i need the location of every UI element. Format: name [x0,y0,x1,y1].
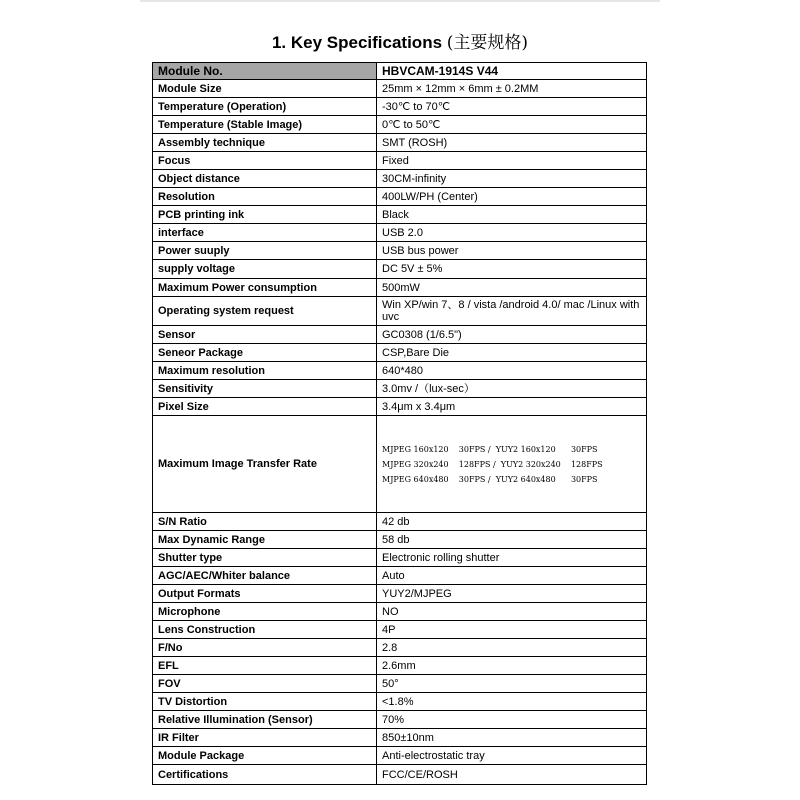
spec-key: Certifications [153,765,377,785]
title-cn: (主要规格) [446,33,529,53]
spec-value: Fixed [377,152,647,170]
transfer-rate-line: MJPEG 320x240 128FPS / YUY2 320x240 128FPS [382,459,603,469]
table-row [153,362,647,380]
spec-value: CSP,Bare Die [377,344,647,362]
spec-key: Pixel Size [153,398,377,416]
spec-value: 0℃ to 50℃ [377,116,647,134]
table-row [153,170,647,188]
spec-value: USB bus power [377,242,647,260]
spec-key: Resolution [153,188,377,206]
spec-table [152,62,647,785]
spec-value: DC 5V ± 5% [377,260,647,279]
table-row [153,279,647,297]
spec-value: Auto [377,567,647,585]
table-row [153,531,647,549]
spec-value: 70% [377,711,647,729]
spec-value: 2.6mm [377,657,647,675]
spec-key: Output Formats [153,585,377,603]
table-row [153,80,647,98]
spec-value: 4P [377,621,647,639]
spec-value: USB 2.0 [377,224,647,242]
spec-value: YUY2/MJPEG [377,585,647,603]
table-row [153,729,647,747]
spec-value: SMT (ROSH) [377,134,647,152]
spec-key: Operating system request [153,297,377,326]
spec-value: <1.8% [377,693,647,711]
spec-key: Shutter type [153,549,377,567]
table-row [153,134,647,152]
table-row [153,765,647,785]
table-row [153,693,647,711]
spec-value: 30CM-infinity [377,170,647,188]
title-main: 1. Key Specifications [271,33,447,52]
table-row [153,344,647,362]
spec-value: 850±10nm [377,729,647,747]
spec-key: Maximum Power consumption [153,279,377,297]
spec-key: EFL [153,657,377,675]
spec-value: Black [377,206,647,224]
transfer-rate-cell [377,416,647,513]
table-row [153,567,647,585]
table-row [153,98,647,116]
table-row [153,513,647,531]
spec-key: interface [153,224,377,242]
spec-key: PCB printing ink [153,206,377,224]
spec-value: 3.4μm x 3.4μm [377,398,647,416]
spec-key: Module No. [153,63,377,80]
page-title [0,28,800,53]
top-divider [140,0,660,2]
spec-key: Object distance [153,170,377,188]
table-row [153,188,647,206]
spec-key: Relative Illumination (Sensor) [153,711,377,729]
table-row [153,711,647,729]
table-row [153,206,647,224]
spec-value: 42 db [377,513,647,531]
table-row [153,326,647,344]
table-row [153,603,647,621]
spec-value: NO [377,603,647,621]
spec-key: Module Size [153,80,377,98]
spec-key: Maximum resolution [153,362,377,380]
table-row [153,380,647,398]
spec-value: 400LW/PH (Center) [377,188,647,206]
spec-key: Focus [153,152,377,170]
spec-value: 3.0mv /（lux-sec） [377,380,647,398]
table-row [153,639,647,657]
spec-key: F/No [153,639,377,657]
table-row [153,63,647,80]
spec-value: -30℃ to 70℃ [377,98,647,116]
spec-key: Sensitivity [153,380,377,398]
spec-value: 50° [377,675,647,693]
spec-key: Temperature (Stable Image) [153,116,377,134]
table-row [153,416,647,513]
spec-value: Electronic rolling shutter [377,549,647,567]
table-row [153,152,647,170]
spec-value: 25mm × 12mm × 6mm ± 0.2MM [377,80,647,98]
table-row [153,242,647,260]
transfer-rate-line: MJPEG 640x480 30FPS / YUY2 640x480 30FPS [382,474,598,484]
table-row [153,398,647,416]
table-row [153,585,647,603]
spec-key: Module Package [153,747,377,765]
spec-value: 640*480 [377,362,647,380]
spec-value: 58 db [377,531,647,549]
spec-key: Microphone [153,603,377,621]
spec-key: Seneor Package [153,344,377,362]
spec-value: GC0308 (1/6.5") [377,326,647,344]
table-row [153,747,647,765]
spec-value: HBVCAM-1914S V44 [377,63,647,80]
spec-key: Assembly technique [153,134,377,152]
spec-value: FCC/CE/ROSH [377,765,647,785]
spec-key: FOV [153,675,377,693]
spec-key: S/N Ratio [153,513,377,531]
spec-value: 2.8 [377,639,647,657]
table-row [153,260,647,279]
spec-key: Lens Construction [153,621,377,639]
spec-value: Win XP/win 7、8 / vista /android 4.0/ mac /Linux with uvc [377,297,647,326]
spec-key: Maximum Image Transfer Rate [153,416,377,513]
table-row [153,549,647,567]
spec-key: IR Filter [153,729,377,747]
table-row [153,621,647,639]
spec-key: Temperature (Operation) [153,98,377,116]
spec-value: 500mW [377,279,647,297]
table-row [153,657,647,675]
table-row [153,224,647,242]
spec-key: Max Dynamic Range [153,531,377,549]
spec-key: AGC/AEC/Whiter balance [153,567,377,585]
spec-value: Anti-electrostatic tray [377,747,647,765]
table-row [153,675,647,693]
table-row [153,297,647,326]
spec-key: supply voltage [153,260,377,279]
spec-key: Power suuply [153,242,377,260]
spec-key: TV Distortion [153,693,377,711]
table-row [153,116,647,134]
spec-key: Sensor [153,326,377,344]
transfer-rate-line: MJPEG 160x120 30FPS / YUY2 160x120 30FPS [382,444,598,454]
